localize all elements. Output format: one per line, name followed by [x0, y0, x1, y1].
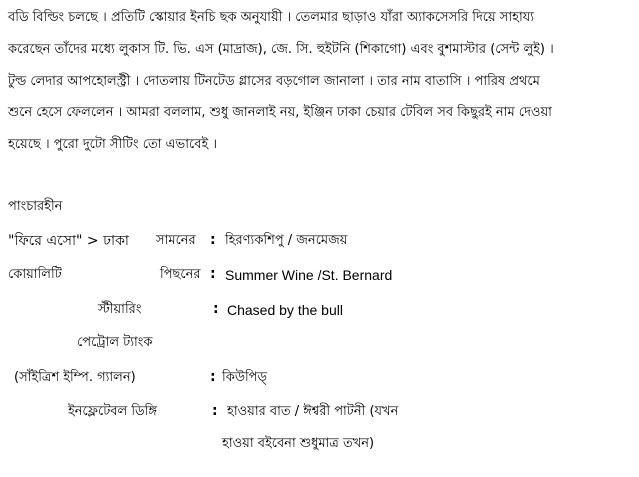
spec-row6-label: ইনফ্লেটেবল ডিঙ্গি: [68, 404, 157, 419]
spec-row1-position: সামনের: [156, 233, 196, 248]
spec-row3-value: Chased by the bull: [227, 302, 343, 318]
spec-row4-label: পেট্রোল ট্যাংক: [77, 335, 153, 350]
spec-row5-value: কিউপিড্: [222, 370, 268, 385]
spec-row2-value: Summer Wine /St. Bernard: [225, 267, 393, 283]
paragraph-line-5: হয়েছে । পুরো দুটো সীটিং তো এভাবেই ।: [8, 137, 217, 152]
spec-row6-value: হাওয়ার বাত / ঈশ্বরী পাটনী (যখন: [227, 404, 399, 419]
spec-row5-colon: :: [210, 369, 216, 385]
spec-row1-value: হিরণ্যকশিপু / জনমেজয়: [225, 233, 348, 248]
spec-row3-colon: :: [213, 301, 219, 317]
spec-row6-colon: :: [212, 403, 218, 419]
spec-row3-label: স্টীয়ারিং: [98, 302, 142, 317]
spec-row7-value: হাওয়া বইবেনা শুধুমাত্র তখন): [222, 436, 375, 451]
spec-row1-colon: :: [210, 232, 216, 248]
spec-row2-label: কোয়ালিটি: [8, 267, 62, 282]
spec-row1-label: "ফিরে এসো" > ঢাকা: [8, 233, 129, 249]
paragraph-line-1: বডি বিল্ডিং চলছে । প্রতিটি স্কোয়ার ইনচি ছক অনুযায়ী । তেলমার ছাড়াও যাঁরা অ্যাকসেসরি দিয়ে সাহায্য: [8, 10, 535, 25]
spec-row2-position: পিছনের: [160, 267, 201, 282]
paragraph-line-4: শুনে হেসে ফেললেন । আমরা বললাম, শুধু জানলাই নয়, ইঞ্জিন ঢাকা চেয়ার টেবিল সব কিছুরই নাম দেওয়া: [8, 105, 552, 120]
spec-row5-label: (সাঁইত্রিশ ইম্পি. গ্যালন): [14, 370, 136, 385]
section-heading: পাংচারহীন: [8, 199, 63, 214]
spec-row2-colon: :: [210, 266, 216, 282]
paragraph-line-2: করেছেন তাঁদের মধ্যে লুকাস টি. ভি. এস (মাদ্রাজ), জে. সি. হুইটনি (শিকাগো) এবং বুশমাস্টার (সেন্ট লুই) ।: [8, 42, 554, 57]
paragraph-line-3: টুল্ড লেদার আপহোলস্ট্রী । দোতলায় টিনটেড গ্লাসের বড়গোল জানালা । তার নাম বাতাসি । পারিষ প্রথমে: [8, 74, 540, 89]
